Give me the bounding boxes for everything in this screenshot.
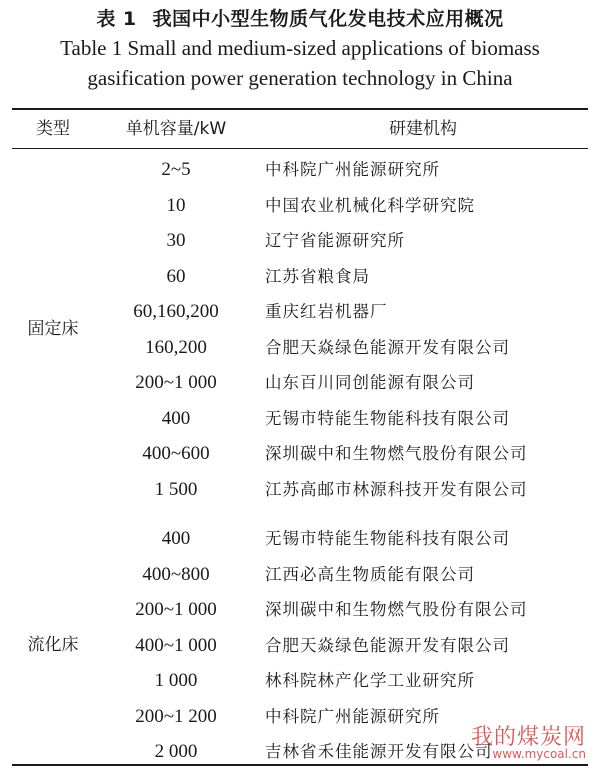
table-bottom-rule	[12, 764, 588, 766]
watermark	[471, 720, 586, 761]
institution-cell: 中科院广州能源研究所	[265, 160, 440, 179]
caption-chinese	[0, 6, 600, 33]
institution-cell: 无锡市特能生物能科技有限公司	[265, 408, 510, 428]
capacity-cell: 200~1 000	[135, 599, 217, 620]
table-row	[0, 663, 600, 699]
institution-cell: 无锡市特能生物能科技有限公司	[265, 529, 510, 548]
institution-cell: 江苏高邮市林源科技开发有限公司	[265, 479, 528, 499]
capacity-cell: 400	[161, 407, 191, 429]
capacity-cell: 400~1 000	[135, 634, 217, 656]
caption-title-en-line2: gasification power generation technology in China	[87, 66, 513, 90]
institution-cell: 山东百川同创能源有限公司	[265, 373, 475, 392]
table-caption	[0, 6, 600, 93]
capacity-cell: 2~5	[161, 159, 191, 180]
group-fixed-bed	[0, 152, 600, 507]
table-row	[0, 259, 600, 295]
capacity-cell: 400~600	[142, 443, 210, 464]
institution-cell: 林科院林产化学工业研究所	[265, 671, 475, 690]
institution-cell: 合肥天焱绿色能源开发有限公司	[265, 635, 510, 655]
caption-title-cn: 我国中小型生物质气化发电技术应用概况	[152, 8, 504, 30]
institution-cell: 吉林省禾佳能源开发有限公司	[265, 742, 493, 761]
table-row	[0, 436, 600, 472]
table-row	[0, 401, 600, 437]
table-row	[0, 628, 600, 664]
capacity-cell: 400	[161, 528, 191, 549]
institution-cell: 深圳碳中和生物燃气股份有限公司	[265, 444, 528, 463]
table-row	[0, 365, 600, 401]
table-row	[0, 330, 600, 366]
capacity-cell: 160,200	[145, 336, 207, 358]
institution-cell: 江西必高生物质能有限公司	[265, 564, 475, 584]
group-type-label: 流化床	[27, 635, 79, 655]
capacity-cell: 1 000	[154, 670, 198, 691]
watermark-url: www.mycoal.cn	[492, 747, 586, 761]
group-type-label: 固定床	[27, 319, 79, 339]
capacity-cell: 200~1 200	[135, 705, 217, 727]
institution-cell: 深圳碳中和生物燃气股份有限公司	[265, 600, 528, 619]
table-row	[0, 188, 600, 224]
table-row	[0, 294, 600, 330]
header-type: 类型	[36, 119, 70, 139]
capacity-cell: 400~800	[142, 563, 210, 585]
capacity-cell: 30	[166, 230, 186, 251]
header-capacity: 单机容量/kW	[125, 119, 227, 139]
institution-cell: 中国农业机械化科学研究院	[265, 195, 475, 215]
capacity-cell: 10	[166, 194, 186, 216]
table-top-rule	[12, 108, 588, 110]
table-number: 表 1	[96, 8, 137, 30]
table-row	[0, 521, 600, 557]
watermark-text: 我的煤炭网	[470, 725, 586, 750]
institution-cell: 合肥天焱绿色能源开发有限公司	[265, 337, 510, 357]
capacity-cell: 2 000	[154, 741, 198, 762]
table-row	[0, 472, 600, 508]
table-header-rule	[12, 148, 588, 149]
institution-cell: 江苏省粮食局	[265, 266, 370, 286]
institution-cell: 中科院广州能源研究所	[265, 706, 440, 726]
table-row	[0, 152, 600, 188]
header-institution: 研建机构	[389, 119, 457, 139]
capacity-cell: 60	[166, 265, 186, 287]
capacity-cell: 60,160,200	[133, 301, 219, 322]
institution-cell: 辽宁省能源研究所	[265, 231, 405, 250]
table-row	[0, 223, 600, 259]
capacity-cell: 1 500	[154, 478, 198, 500]
capacity-cell: 200~1 000	[135, 372, 217, 393]
table-row	[0, 557, 600, 593]
caption-title-en-line1: Table 1 Small and medium-sized applications of biomass	[60, 36, 540, 60]
table-row	[0, 592, 600, 628]
institution-cell: 重庆红岩机器厂	[265, 302, 388, 321]
